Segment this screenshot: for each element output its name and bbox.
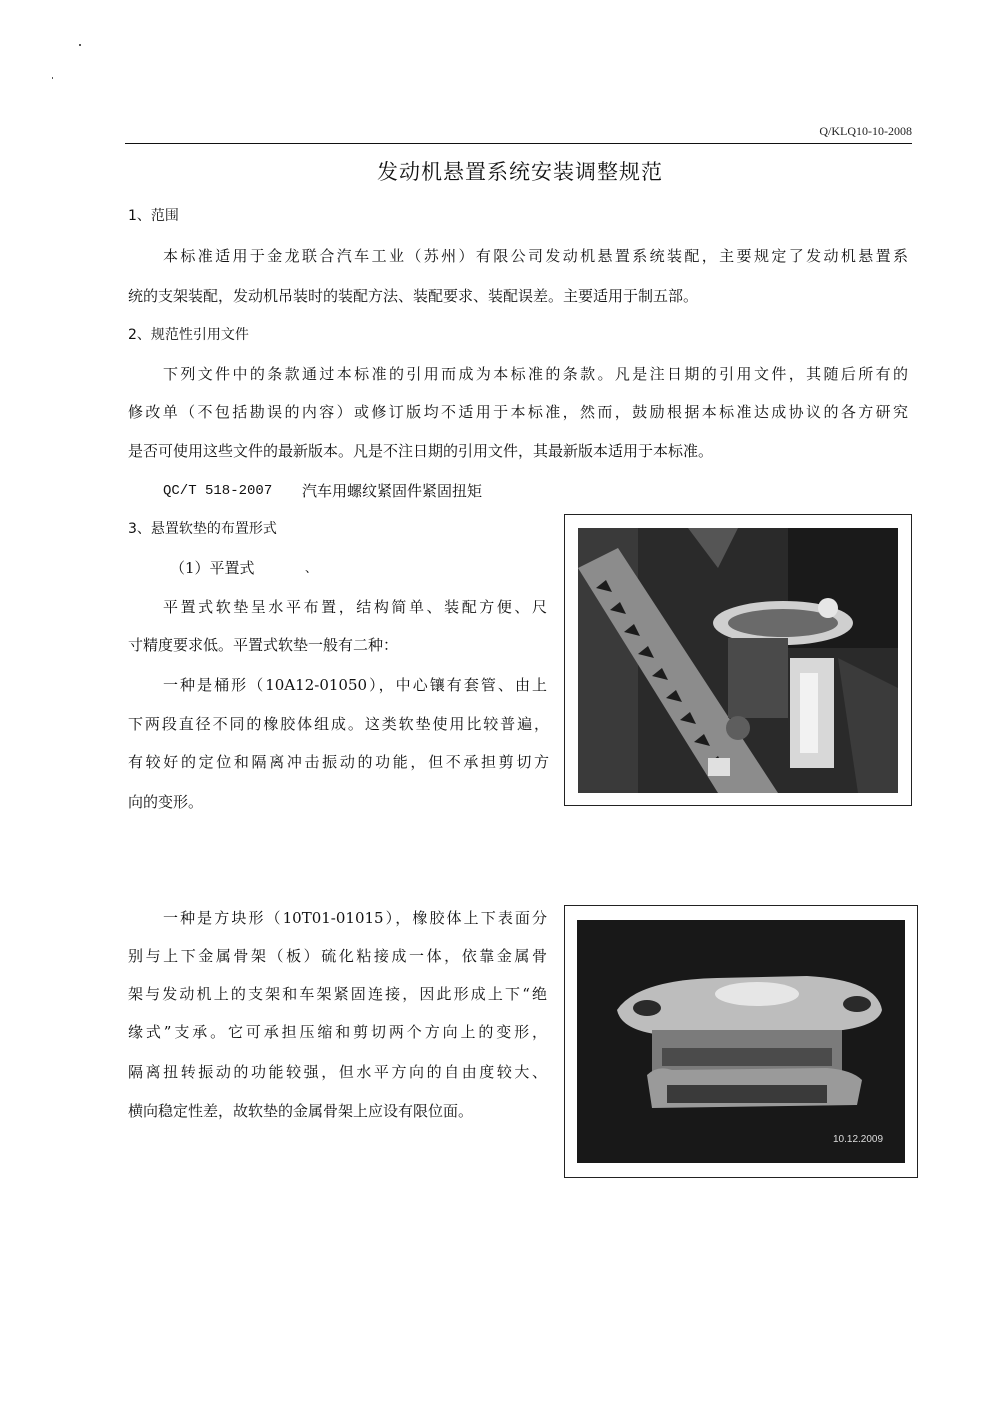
paragraph-line: 一种是桶形（10A12-01050），中心镶有套管、由上 [163,676,547,694]
subsection-heading-flat: （1）平置式 [170,559,255,577]
section-heading-layout: 3、悬置软垫的布置形式 [128,521,277,537]
paragraph-line: 修改单（不包括勘误的内容）或修订版均不适用于本标准，然而，鼓励根据本标准达成协议的各方研究 [128,403,908,421]
reference-code: QC/T 518-2007 [163,483,273,499]
paragraph-line: 向的变形。 [128,793,204,811]
paragraph-line: 是否可使用这些文件的最新版本。凡是不注日期的引用文件，其最新版本适用于本标准。 [128,442,714,460]
paragraph-line: 下列文件中的条款通过本标准的引用而成为本标准的条款。凡是注日期的引用文件，其随后所有的 [163,365,908,383]
reference-name: 汽车用螺纹紧固件紧固扭矩 [302,482,483,500]
photo-date-stamp: 10.12.2009 [833,1134,884,1145]
page-title: 发动机悬置系统安装调整规范 [377,160,663,184]
paragraph-line: 缘式”支承。它可承担压缩和剪切两个方向上的变形， [128,1023,547,1041]
scan-speck [79,44,81,46]
section-heading-scope: 1、范围 [128,208,179,224]
block-rubber-mount-photo [564,905,918,1178]
scan-speck [52,77,53,79]
rubber-mount-image [577,920,905,1163]
header-rule [125,143,912,144]
paragraph-line: 统的支架装配，发动机吊装时的装配方法、装配要求、装配误差。主要适用于制五部。 [128,287,699,305]
paragraph-line: 下两段直径不同的橡胶体组成。这类软垫使用比较普遍， [128,715,549,733]
engine-mount-image [578,528,898,793]
paragraph-line: 平置式软垫呈水平布置，结构简单、装配方便、尺 [163,598,547,616]
paragraph-line: 一种是方块形（10T01-01015），橡胶体上下表面分 [163,909,547,927]
paragraph-line: 横向稳定性差，故软垫的金属骨架上应设有限位面。 [128,1102,474,1120]
paragraph-line: 有较好的定位和隔离冲击振动的功能，但不承担剪切方 [128,753,549,771]
engine-mount-installed-photo [564,514,912,806]
document-code: Q/KLQ10-10-2008 [819,124,912,138]
section-heading-references: 2、规范性引用文件 [128,327,249,343]
stray-mark: 、 [305,561,318,575]
paragraph-line: 隔离扭转振动的功能较强，但水平方向的自由度较大、 [128,1063,547,1081]
paragraph-line: 别与上下金属骨架（板）硫化粘接成一体，依靠金属骨 [128,947,547,965]
paragraph-line: 架与发动机上的支架和车架紧固连接，因此形成上下“绝 [128,985,547,1003]
paragraph-line: 本标准适用于金龙联合汽车工业（苏州）有限公司发动机悬置系统装配，主要规定了发动机悬置系 [163,247,908,265]
paragraph-line: 寸精度要求低。平置式软垫一般有二种： [128,636,399,654]
